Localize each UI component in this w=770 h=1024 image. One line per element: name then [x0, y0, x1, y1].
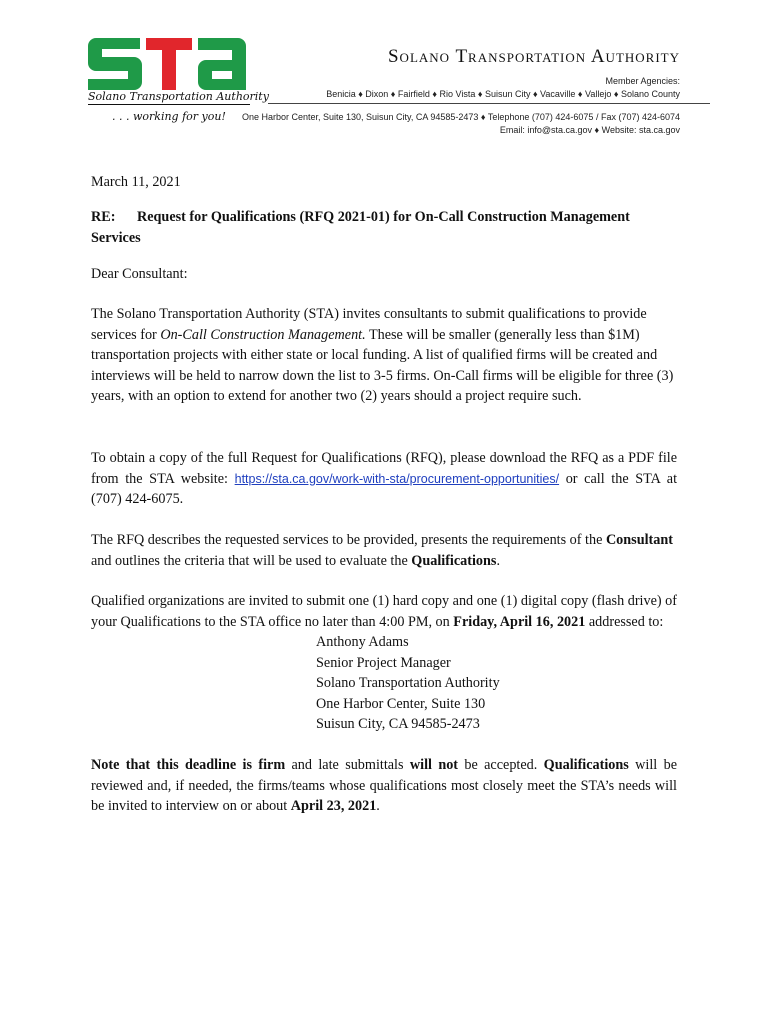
paragraph-deadline-note [91, 755, 677, 817]
rfq-download-link[interactable]: https://sta.ca.gov/work-with-sta/procurement-opportunities/ [234, 471, 560, 486]
deadline-date: Friday, April 16, 2021 [453, 613, 586, 630]
sta-logo [88, 38, 269, 128]
paragraph-rfq-description [91, 530, 677, 571]
greeting: Dear Consultant: [91, 266, 188, 282]
header-address: One Harbor Center, Suite 130, Suisun City, CA 94585-2473 ♦ Telephone (707) 424-6075 / Fax (707) 424-6074 [241, 112, 680, 122]
paragraph-deadline-text-3: will be reviewed and, if needed, the firms/teams whose qualifications most closely meet the STA’s needs will be invited to interview on or about [91, 757, 677, 815]
org-title: Solano Transportation Authority [387, 46, 680, 67]
will-not-bold: will not [409, 757, 459, 773]
paragraph-intro [91, 304, 677, 407]
paragraph-rfq-text-2: and outlines the criteria that will be used to evaluate the [91, 552, 412, 569]
service-name: On-Call Construction Management. [160, 326, 366, 343]
member-agencies-list: Benicia ♦ Dixon ♦ Fairfield ♦ Rio Vista ♦ Suisun City ♦ Vacaville ♦ Vallejo ♦ Solano County [326, 89, 680, 99]
paragraph-submission [91, 591, 677, 632]
paragraph-deadline-period: . [376, 798, 380, 815]
letter-date: March 11, 2021 [91, 174, 181, 190]
paragraph-deadline-text: and late submittals [285, 757, 410, 773]
interview-date: April 23, 2021 [290, 798, 377, 815]
paragraph-intro-text-2: These will be smaller (generally less than $1M) transportation projects with either state or local funding. A list of qualified firms will be created and interviews will be held to narrow down the list to 3-5 firms. On-Call firms will be eligible for three (3) years, with an option to extend for another two (2) years should a project require such. [91, 326, 674, 405]
paragraph-submission-text: Qualified organizations are invited to submit one (1) hard copy and one (1) digital copy (flash drive) of your Qualifications to the STA office no later than 4:00 PM, on [91, 593, 677, 630]
qualifications-bold-2: Qualifications [543, 757, 629, 773]
address-city: Suisun City, CA 94585-2473 [316, 716, 480, 733]
logo-letter-t [146, 38, 192, 90]
paragraph-rfq-period: . [496, 552, 500, 569]
sta-logo-mark [88, 38, 246, 90]
header-divider [268, 103, 710, 104]
address-title: Senior Project Manager [316, 654, 451, 671]
logo-tagline: . . . working for you! [112, 110, 226, 123]
consultant-bold: Consultant [605, 532, 673, 548]
subject-text: Request for Qualifications (RFQ 2021-01) for On-Call Construction Management Services [91, 209, 630, 246]
paragraph-deadline-text-2: be accepted. [458, 757, 544, 773]
mailing-address [316, 632, 500, 735]
logo-letter-s [88, 38, 142, 90]
qualifications-bold: Qualifications [411, 552, 497, 569]
deadline-firm-bold: Note that this deadline is firm [91, 757, 286, 773]
subject-label: RE: [91, 209, 116, 225]
paragraph-download [91, 448, 677, 510]
member-agencies-label: Member Agencies: [605, 76, 680, 86]
address-name: Anthony Adams [316, 634, 409, 650]
header-contact: Email: info@sta.ca.gov ♦ Website: sta.ca.gov [499, 125, 680, 135]
logo-letter-a [198, 38, 246, 90]
paragraph-submission-text-2: addressed to: [585, 613, 664, 630]
logo-org-name: Solano Transportation Authority [88, 90, 269, 103]
paragraph-download-text: To obtain a copy of the full Request for Qualifications (RFQ), please download the RFQ as a PDF file from the STA website: [91, 450, 677, 487]
paragraph-intro-text: The Solano Transportation Authority (STA) invites consultants to submit qualifications to provide services for [91, 306, 647, 343]
paragraph-rfq-text: The RFQ describes the requested services to be provided, presents the requirements of the [91, 532, 606, 548]
paragraph-download-text-2: or call the STA at (707) 424-6075. [91, 470, 678, 508]
subject-line [91, 207, 677, 248]
address-street: One Harbor Center, Suite 130 [316, 695, 486, 712]
address-org: Solano Transportation Authority [316, 675, 500, 692]
